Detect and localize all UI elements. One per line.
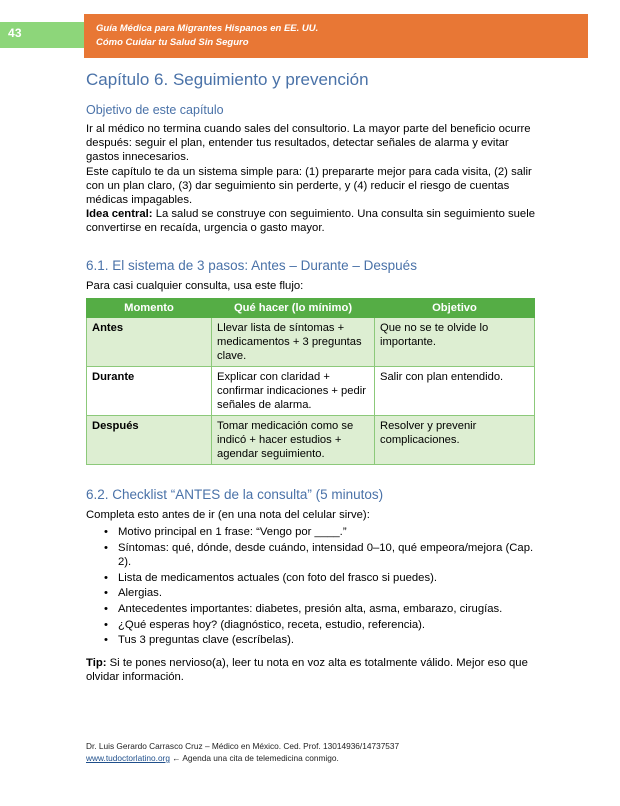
page-title: Capítulo 6. Seguimiento y prevención (86, 70, 369, 89)
table-row (87, 415, 535, 464)
checklist (86, 525, 536, 648)
cell-objetivo: Que no se te olvide lo importante. (375, 317, 535, 366)
idea-central-text: La salud se construye con seguimiento. Una consulta sin seguimiento suele convertirse en recaída, urgencia o gasto mayor. (86, 208, 535, 235)
page-running-header (0, 0, 620, 62)
footer-contact-line (86, 752, 546, 764)
list-item: • Lista de medicamentos actuales (con foto del frasco si puedes). (104, 571, 536, 586)
list-item: • Síntomas: qué, dónde, desde cuándo, intensidad 0–10, qué empeora/mejora (Cap. 2). (104, 541, 536, 570)
cell-objetivo: Salir con plan entendido. (375, 366, 535, 415)
table-row (87, 317, 535, 366)
cell-momento: Antes (87, 317, 212, 366)
list-item: • Alergias. (104, 586, 536, 601)
cell-momento: Durante (87, 366, 212, 415)
section-62-intro: Completa esto antes de ir (en una nota del celular sirve): (86, 508, 370, 521)
list-item: • Motivo principal en 1 frase: “Vengo por ____.” (104, 525, 536, 540)
footer-contact-text: ← Agenda una cita de telemedicina conmigo. (169, 753, 339, 763)
section-62-title: 6.2. Checklist “ANTES de la consulta” (5 minutos) (86, 486, 384, 502)
objective-paragraph-1: Ir al médico no termina cuando sales del consultorio. La mayor parte del beneficio ocurre después: seguir el plan, entender tus resultados, detectar señales de alarma y evitar gastos innecesarios. (86, 123, 531, 164)
footer-website-link[interactable]: www.tudoctorlatino.org (86, 753, 170, 763)
header-title-line-1: Guía Médica para Migrantes Hispanos en EE. UU. (96, 23, 319, 34)
tip-label: Tip: (86, 656, 107, 669)
idea-central-label: Idea central: (86, 208, 153, 221)
page-number: 43 (8, 26, 22, 40)
cell-objetivo: Resolver y prevenir complicaciones. (375, 415, 535, 464)
list-item: • Tus 3 preguntas clave (escríbelas). (104, 633, 536, 648)
cell-momento: Después (87, 415, 212, 464)
section-61-title: 6.1. El sistema de 3 pasos: Antes – Durante – Después (86, 257, 417, 273)
header-title-line-2: Cómo Cuidar tu Salud Sin Seguro (96, 37, 249, 48)
page-footer (86, 740, 546, 764)
table-row (87, 366, 535, 415)
cell-que-hacer: Tomar medicación como se indicó + hacer estudios + agendar seguimiento. (212, 415, 375, 464)
page-content (86, 70, 536, 684)
footer-credentials: Dr. Luis Gerardo Carrasco Cruz – Médico en México. Ced. Prof. 13014936/14737537 (86, 741, 400, 751)
idea-central-paragraph (86, 207, 536, 235)
column-header-que-hacer: Qué hacer (lo mínimo) (212, 298, 375, 317)
section-61-intro: Para casi cualquier consulta, usa este flujo: (86, 279, 304, 292)
list-item: • Antecedentes importantes: diabetes, presión alta, asma, embarazo, cirugías. (104, 602, 536, 617)
three-step-table (86, 298, 535, 465)
column-header-objetivo: Objetivo (375, 298, 535, 317)
list-item: • ¿Qué esperas hoy? (diagnóstico, receta, estudio, referencia). (104, 618, 536, 633)
tip-paragraph (86, 656, 536, 684)
objective-heading: Objetivo de este capítulo (86, 103, 224, 117)
column-header-momento: Momento (87, 298, 212, 317)
tip-text: Si te pones nervioso(a), leer tu nota en voz alta es totalmente válido. Mejor eso que olvidar información. (86, 656, 528, 683)
header-title-block (96, 22, 318, 50)
page-number-badge (0, 22, 86, 48)
header-title-bar (84, 14, 588, 58)
cell-que-hacer: Llevar lista de síntomas + medicamentos + 3 preguntas clave. (212, 317, 375, 366)
objective-paragraph-2: Este capítulo te da un sistema simple para: (1) prepararte mejor para cada visita, (2) salir con un plan claro, (3) dar seguimiento sin perderte, y (4) reducir el riesgo de cuentas médicas impagables. (86, 165, 532, 207)
cell-que-hacer: Explicar con claridad + confirmar indicaciones + pedir señales de alarma. (212, 366, 375, 415)
table-header-row (87, 298, 535, 317)
